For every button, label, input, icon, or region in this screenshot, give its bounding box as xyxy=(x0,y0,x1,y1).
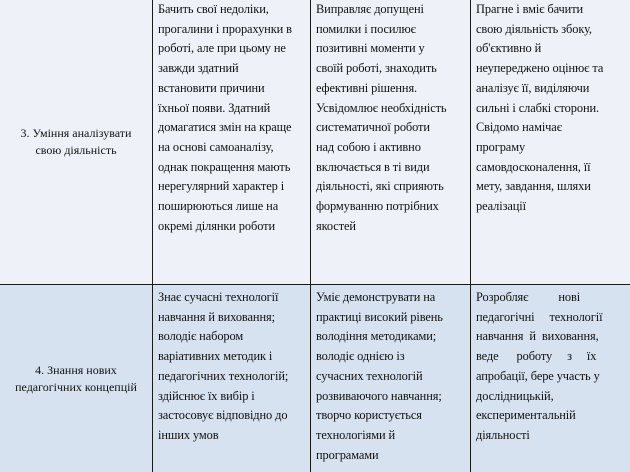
level-2-cell xyxy=(153,0,311,284)
level-2-cell xyxy=(153,285,311,472)
level-3-text: Виправляє допущені помилки і посилює позитивні моменти у своїй роботі, знаходить ефективні рішення. Усвідомлює необхідність систематичної роботи над собою і активно включається в ті види діяльності, які сприяють формуванню потрібних якостей xyxy=(316,2,447,233)
level-4-text: Прагне і вміє бачити свою діяльність збоку, об'єктивно й неупереджено оцінює та аналізує її, виділяючи сильні і слабкі сторони. Свідомо намічає програму самовдосконалення, її мету, завдання, шляхи реалізації xyxy=(476,2,604,214)
level-4-text: Розробляє нові педагогічні технології навчання й виховання, веде роботу з їх апробації, бере участь у дослідницькій, експериментальній діяльності xyxy=(476,290,603,442)
criterion-cell xyxy=(0,285,153,472)
level-3-cell xyxy=(311,285,471,472)
level-3-text: Уміє демонструвати на практиці високий рівень володіння методиками; володіє однією із сучасних технологій розвиваючого навчання; творчо користується технологіями й програмами xyxy=(316,290,443,462)
criterion-label: 4. Знання нових педагогічних концепцій xyxy=(15,363,137,394)
level-4-cell xyxy=(471,285,630,472)
criterion-label: 3. Уміння аналізувати свою діяльність xyxy=(20,126,132,157)
criterion-cell xyxy=(0,0,153,284)
level-3-cell xyxy=(311,0,471,284)
table-row xyxy=(0,285,630,472)
level-2-text: Знає сучасні технології навчання й виховання; володіє набором варіативних методик і педагогічних технологій; здійснює їх вибір і застосовує відповідно до інших умов xyxy=(158,290,289,442)
level-4-cell xyxy=(471,0,630,284)
level-2-text: Бачить свої недоліки, прогалини і прорахунки в роботі, але при цьому не завжди здатний встановити причини їхньої появи. Здатний домагатися змін на краще на основі самоаналізу, однак покращення мають нерегулярний характер і поширюються лише на окремі ділянки роботи xyxy=(158,2,292,233)
